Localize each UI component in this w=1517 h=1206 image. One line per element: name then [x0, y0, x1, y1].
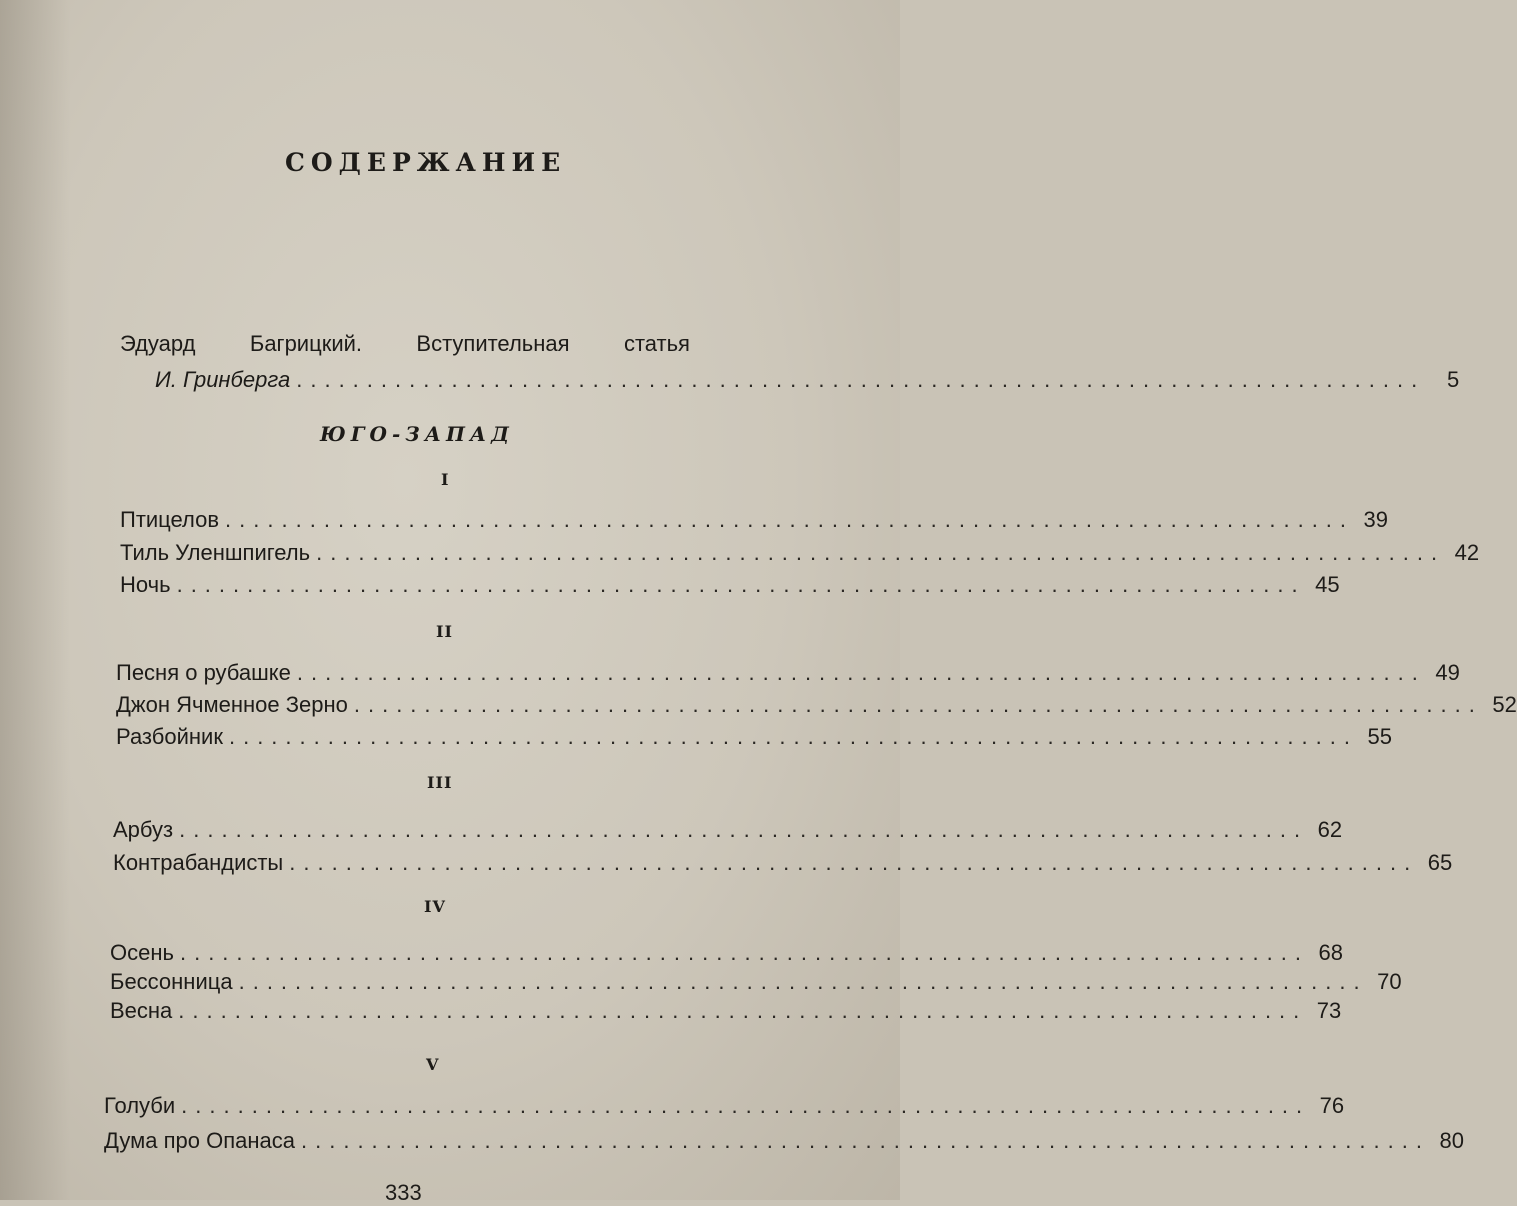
toc-entry	[110, 998, 1342, 1024]
entry-title: Весна	[110, 998, 173, 1023]
entry-title: Дума про Опанаса	[104, 1128, 295, 1153]
entry-title: Тиль Уленшпигель	[120, 540, 311, 565]
leader-dots: ................................................................................	[316, 540, 1446, 565]
entry-page-number: 45	[1315, 572, 1340, 597]
toc-entry	[104, 1093, 1345, 1119]
intro-entry-line1	[120, 331, 690, 357]
entry-title: Песня о рубашке	[116, 660, 291, 685]
entry-title: Арбуз	[113, 817, 174, 842]
leader-dots: ................................................................................	[289, 850, 1419, 875]
toc-entry	[120, 572, 1340, 598]
toc-entry	[104, 1128, 1464, 1154]
entry-page-number: 70	[1377, 969, 1402, 994]
toc-entry	[120, 507, 1389, 533]
leader-dots: ................................................................................	[301, 1128, 1430, 1153]
entry-page-number: 76	[1319, 1093, 1345, 1118]
intro-word: Эдуард	[120, 331, 196, 356]
toc-entry	[110, 940, 1343, 966]
entry-title: Птицелов	[120, 507, 220, 532]
leader-dots: ................................................................................	[178, 998, 1308, 1023]
entry-title: Джон Ячменное Зерно	[116, 692, 348, 717]
part-numeral: I	[441, 470, 450, 489]
entry-page-number: 62	[1317, 817, 1343, 842]
entry-page-number: 65	[1427, 850, 1453, 875]
entry-title: Контрабандисты	[113, 850, 284, 875]
intro-word: Вступительная	[416, 331, 570, 356]
leader-dots: ................................................................................	[228, 724, 1358, 749]
leader-dots: ................................................................................	[296, 660, 1426, 685]
toc-entry	[116, 660, 1460, 686]
intro-word: Багрицкий.	[249, 331, 363, 356]
toc-entry	[110, 969, 1402, 995]
toc-entry	[116, 724, 1392, 750]
entry-page-number: 39	[1363, 507, 1389, 532]
toc-entry	[116, 692, 1517, 718]
leader-dots: ................................................................................	[238, 969, 1368, 994]
entry-page-number: 55	[1367, 724, 1392, 749]
entry-page-number: 68	[1318, 940, 1343, 965]
leader-dots: ................................................................................	[179, 817, 1309, 842]
part-numeral: III	[427, 773, 453, 792]
toc-entry	[120, 540, 1480, 566]
leader-dots: ................................................................................	[225, 507, 1355, 532]
entry-page-number: 52	[1492, 692, 1517, 717]
part-numeral: IV	[424, 897, 446, 916]
entry-page-number: 42	[1454, 540, 1480, 565]
toc-entry	[113, 850, 1453, 876]
leader-dots: ................................................................................	[353, 692, 1483, 717]
entry-page-number: 80	[1439, 1128, 1464, 1153]
page-number: 333	[385, 1180, 422, 1205]
intro-page-number: 5	[1446, 367, 1460, 392]
part-numeral: V	[426, 1055, 440, 1074]
leader-dots: ................................................................................	[181, 1093, 1311, 1118]
entry-title: Голуби	[104, 1093, 176, 1118]
intro-entry-line2	[155, 367, 1460, 393]
section-title: ЮГО-ЗАПАД	[320, 422, 514, 446]
entry-title: Осень	[110, 940, 174, 965]
entry-page-number: 49	[1435, 660, 1460, 685]
page-title: СОДЕРЖАНИЕ	[285, 148, 567, 177]
entry-title: Ночь	[120, 572, 171, 597]
part-numeral: II	[436, 622, 453, 641]
leader-dots: ................................................................................	[179, 940, 1309, 965]
leader-dots: ................................................................................	[296, 367, 1426, 392]
intro-word: статья	[623, 331, 690, 356]
entry-title: Бессонница	[110, 969, 233, 994]
entry-page-number: 73	[1316, 998, 1342, 1023]
leader-dots: ................................................................................	[176, 572, 1306, 597]
page-spine-shadow	[0, 0, 70, 1200]
toc-entry	[113, 817, 1343, 843]
intro-author: И. Гринберга	[155, 367, 291, 392]
entry-title: Разбойник	[116, 724, 223, 749]
